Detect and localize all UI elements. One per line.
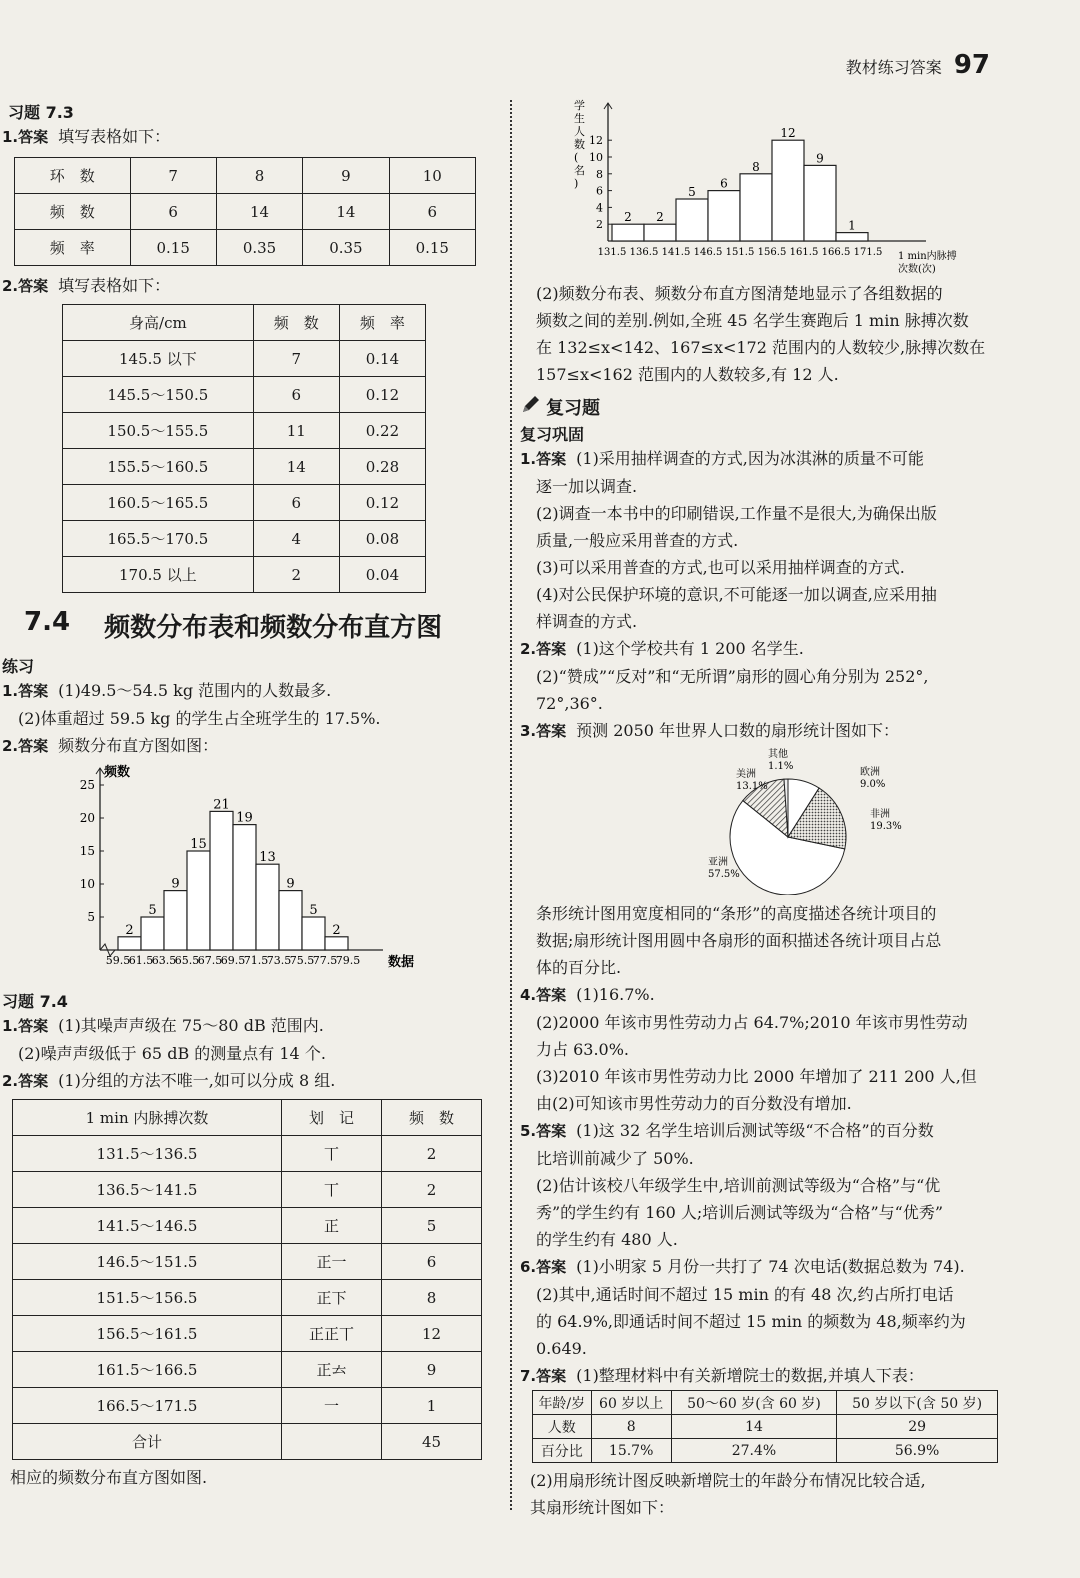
x-tick-label: 63.5: [151, 954, 177, 967]
table-cell: 11: [253, 413, 339, 449]
slice-value: 19.3%: [870, 821, 902, 832]
table-cell: 0.14: [339, 341, 425, 377]
answer-text: 质量,一般应采用普查的方式.: [536, 531, 739, 550]
answer-text: 力占 63.0%.: [536, 1040, 630, 1059]
y-tick-label: 8: [596, 167, 603, 181]
table-cell: 27.4%: [671, 1439, 836, 1463]
table-cell: 正正丅: [281, 1316, 381, 1352]
table-cell: 161.5～166.5: [13, 1352, 282, 1388]
practice-q2: 2.答案 频数分布直方图如图：: [2, 736, 219, 755]
data-label: 19: [236, 810, 253, 826]
table-cell: 正一: [281, 1244, 381, 1280]
answer-line: [536, 690, 1020, 717]
review-q4: [520, 981, 1020, 1117]
answer-label: 2.答案: [520, 640, 567, 658]
table-cell: 145.5～150.5: [63, 377, 254, 413]
y-axis-title-char: (: [574, 151, 579, 164]
table-cell: 丅: [281, 1172, 381, 1208]
table-cell: 人数: [533, 1415, 592, 1439]
data-label: 5: [688, 185, 696, 199]
data-label: 15: [190, 837, 207, 852]
ex74-heading: 习题 7.4: [2, 992, 68, 1011]
data-label: 2: [624, 210, 632, 225]
table-cell: 45: [381, 1424, 481, 1460]
table-row: [15, 158, 476, 194]
histogram-pulse: [570, 95, 1010, 275]
answer-line: [536, 581, 1020, 608]
answer-line: [536, 1281, 1020, 1308]
answer-text: (2)估计该校八年级学生中,培训前测试等级为“合格”与“优: [536, 1176, 941, 1195]
answer-line: (2)用扇形统计图反映新增院士的年龄分布情况比较合适,: [530, 1471, 926, 1490]
answer-line: [536, 527, 1020, 554]
bar: [118, 937, 141, 950]
practice-heading: 练习: [2, 657, 35, 676]
bar: [804, 165, 836, 241]
bar: [187, 851, 210, 950]
answer-line: [536, 1226, 1020, 1253]
bar: [302, 917, 325, 950]
data-label: 9: [171, 876, 180, 892]
table-cell: 136.5～141.5: [13, 1172, 282, 1208]
right-p2: 频数之间的差别.例如,全班 45 名学生赛跑后 1 min 脉搏次数: [536, 311, 969, 330]
table-cell: 151.5～156.5: [13, 1280, 282, 1316]
table-cell: 年龄/岁: [533, 1391, 592, 1415]
table-cell: 8: [381, 1280, 481, 1316]
answer-line: [520, 1253, 1020, 1281]
table-total-row: [13, 1424, 482, 1460]
table-cell: 5: [381, 1208, 481, 1244]
pencil-icon: [520, 395, 542, 420]
table-cell: 正𠫓: [281, 1352, 381, 1388]
data-label: 6: [720, 176, 728, 191]
answer-text: (1)小明家 5 月份一共打了 74 次电话(数据总数为 74).: [576, 1257, 965, 1276]
left-column: [0, 95, 495, 1491]
bar: [772, 140, 804, 241]
bar: [325, 937, 348, 950]
table-cell: 6: [253, 377, 339, 413]
table-cell: 0.35: [216, 230, 302, 266]
table-cell: 7: [253, 341, 339, 377]
table-cell: 环 数: [15, 158, 131, 194]
y-axis-title-char: 名: [574, 164, 585, 177]
pie-population: [670, 745, 970, 895]
answer-text: 样调查的方式.: [536, 612, 638, 631]
table-cell: 0.08: [339, 521, 425, 557]
table-cell: 14: [216, 194, 302, 230]
table-row: [63, 377, 426, 413]
table-cell: 146.5～151.5: [13, 1244, 282, 1280]
table-row: [63, 485, 426, 521]
answer-line: [536, 663, 1020, 690]
review-sub: 复习巩固: [520, 425, 585, 444]
y-axis-title-char: ): [574, 177, 579, 190]
x-tick-label: 166.5: [821, 247, 851, 258]
answer-text: (1)这个学校共有 1 200 名学生.: [576, 639, 804, 658]
ex73-q1: 1.答案 填写表格如下：: [2, 127, 171, 146]
table-row: [63, 413, 426, 449]
table-cell: 2: [381, 1172, 481, 1208]
ex74-q2: 2.答案 (1)分组的方法不唯一,如可以分成 8 组.: [2, 1071, 336, 1090]
answer-line: [536, 1308, 1020, 1335]
table-cell: 141.5～146.5: [13, 1208, 282, 1244]
table-cell: 60 岁以上: [591, 1391, 671, 1415]
table-row: [63, 521, 426, 557]
y-tick-label: 4: [596, 201, 603, 215]
review-q2: [520, 635, 1020, 717]
slice-value: 13.1%: [736, 781, 768, 792]
table-cell: 正: [281, 1208, 381, 1244]
answer-text: (3)可以采用普查的方式,也可以采用抽样调查的方式.: [536, 558, 905, 577]
table-cell: 8: [591, 1415, 671, 1439]
table-cell: 2: [253, 557, 339, 593]
table-cell: 划 记: [281, 1100, 381, 1136]
data-label: 5: [148, 903, 157, 918]
bar: [141, 917, 164, 950]
slice-name: 亚洲: [708, 857, 728, 868]
y-axis-title: 频数: [104, 765, 131, 780]
table-cell: 合计: [13, 1424, 282, 1460]
x-tick-label: 73.5: [266, 954, 292, 967]
page-number: 97: [953, 50, 990, 80]
x-tick-label: 151.5: [725, 247, 755, 258]
table-cell: 0.12: [339, 485, 425, 521]
y-tick-label: 2: [596, 218, 603, 232]
answer-text: 比培训前减少了 50%.: [536, 1149, 694, 1168]
table-cell: 0.15: [130, 230, 216, 266]
table-cell: 丅: [281, 1136, 381, 1172]
answer-text: (1)这 32 名学生培训后测试等级“不合格”的百分数: [576, 1121, 934, 1140]
answer-text: 的 64.9%,即通话时间不超过 15 min 的频数为 48,频率约为: [536, 1312, 966, 1331]
table-cell: 156.5～161.5: [13, 1316, 282, 1352]
review-q5: [520, 1117, 1020, 1253]
table-cell: 50 岁以下(含 50 岁): [837, 1391, 998, 1415]
answer-line: [520, 1117, 1020, 1145]
right-p1: (2)频数分布表、频数分布直方图清楚地显示了各组数据的: [536, 284, 943, 303]
data-label: 5: [309, 903, 318, 918]
bar: [233, 825, 256, 950]
answer-text: (3)2010 年该市男性劳动力比 2000 年增加了 211 200 人,但: [536, 1067, 977, 1086]
x-tick-label: 79.5: [335, 954, 361, 967]
table-cell: 170.5 以上: [63, 557, 254, 593]
ex73-heading: 习题 7.3: [8, 103, 74, 122]
slice-name: 非洲: [870, 809, 890, 820]
table-cell: [281, 1424, 381, 1460]
bar: [279, 891, 302, 950]
answer-line: [536, 473, 1020, 500]
table-cell: 0.15: [389, 230, 475, 266]
table-cell: 14: [303, 194, 389, 230]
practice-q1: 1.答案 (1)49.5～54.5 kg 范围内的人数最多.: [2, 681, 332, 700]
x-tick-label: 71.5: [243, 954, 269, 967]
table-cell: 165.5～170.5: [63, 521, 254, 557]
y-tick-label: 15: [79, 844, 95, 858]
answer-text: (1)16.7%.: [576, 985, 655, 1004]
table-cell: 12: [381, 1316, 481, 1352]
answer-line: 数据;扇形统计图用圆中各扇形的面积描述各统计项目占总: [536, 931, 942, 950]
table-row: [13, 1136, 482, 1172]
bar: [256, 864, 279, 950]
ex73-table2: [62, 304, 426, 593]
data-label: 2: [656, 210, 664, 225]
bar: [740, 174, 772, 241]
y-axis-title-char: 人: [574, 125, 585, 138]
table-header-row: [13, 1100, 482, 1136]
answer-line: [536, 1172, 1020, 1199]
table-cell: 频 数: [15, 194, 131, 230]
ex74-q1: 1.答案 (1)其噪声声级在 75～80 dB 范围内.: [2, 1016, 324, 1035]
table-cell: 正下: [281, 1280, 381, 1316]
x-tick-label: 156.5: [757, 247, 787, 258]
table-cell: 频 率: [15, 230, 131, 266]
table-header-row: [63, 305, 426, 341]
table-cell: 150.5～155.5: [63, 413, 254, 449]
x-tick-label: 75.5: [289, 954, 315, 967]
y-tick-label: 25: [79, 778, 95, 792]
pulse-table: [12, 1099, 482, 1460]
practice-q1-line2: (2)体重超过 59.5 kg 的学生占全班学生的 17.5%.: [18, 709, 381, 728]
x-tick-label: 61.5: [128, 954, 154, 967]
table-cell: 29: [837, 1415, 998, 1439]
answer-line: 条形统计图用宽度相同的“条形”的高度描述各统计项目的: [536, 904, 937, 923]
answer-text: (1)采用抽样调查的方式,因为冰淇淋的质量不可能: [576, 449, 924, 468]
data-label: 8: [752, 159, 760, 174]
table-cell: 0.12: [339, 377, 425, 413]
table-cell: 7: [130, 158, 216, 194]
table-header-row: [533, 1391, 998, 1415]
slice-name: 其他: [768, 749, 788, 760]
table-cell: 0.04: [339, 557, 425, 593]
answer-text: (2)调查一本书中的印刷错误,工作量不是很大,为确保出版: [536, 504, 937, 523]
answer-label: 1.答案: [520, 450, 567, 468]
table-row: [13, 1208, 482, 1244]
table-cell: 6: [253, 485, 339, 521]
x-tick-label: 69.5: [220, 954, 246, 967]
answer-text: (2)其中,通话时间不超过 15 min 的有 48 次,约占所打电话: [536, 1285, 954, 1304]
table-cell: 14: [671, 1415, 836, 1439]
x-axis-title: 次数(次): [898, 264, 936, 275]
page-header: [846, 50, 990, 80]
y-axis-title-char: 数: [574, 138, 585, 151]
answer-line: [536, 608, 1020, 635]
y-tick-label: 10: [79, 877, 95, 891]
table-cell: 4: [253, 521, 339, 557]
answer-text: 秀”的学生约有 160 人;培训后测试等级为“合格”与“优秀”: [536, 1203, 944, 1222]
answer-label: 4.答案: [520, 986, 567, 1004]
answer-line: [520, 635, 1020, 663]
table-row: [13, 1316, 482, 1352]
answer-line: [536, 1199, 1020, 1226]
bar: [676, 199, 708, 241]
answer-line: [536, 1036, 1020, 1063]
histogram-weight: [70, 760, 510, 982]
table-cell: 160.5～165.5: [63, 485, 254, 521]
review-q3: 3.答案 预测 2050 年世界人口数的扇形统计图如下：: [520, 721, 900, 740]
bar: [164, 891, 187, 950]
review-q1: [520, 445, 1020, 635]
bar: [210, 811, 233, 950]
y-tick-label: 20: [79, 811, 95, 825]
table-cell: 56.9%: [837, 1439, 998, 1463]
right-p4: 157≤x<162 范围内的人数较多,有 12 人.: [536, 365, 839, 384]
x-tick-label: 146.5: [693, 247, 723, 258]
table-cell: 1 min 内脉搏次数: [13, 1100, 282, 1136]
academician-table: [532, 1390, 998, 1463]
bar: [644, 224, 676, 241]
table-cell: 0.22: [339, 413, 425, 449]
table-row: [13, 1280, 482, 1316]
answer-line: [536, 1335, 1020, 1362]
x-axis-title: 1 min内脉搏: [898, 251, 957, 262]
answer-text: 由(2)可知该市男性劳动力的百分数没有增加.: [536, 1094, 852, 1113]
table-cell: 频 数: [381, 1100, 481, 1136]
y-tick-label: 10: [589, 151, 603, 164]
table-cell: 频 数: [253, 305, 339, 341]
answer-text: (4)对公民保护环境的意识,不可能逐一加以调查,应采用抽: [536, 585, 937, 604]
slice-name: 美洲: [736, 769, 756, 780]
bar: [612, 224, 644, 241]
table-cell: 15.7%: [591, 1439, 671, 1463]
answer-line: [536, 500, 1020, 527]
slice-name: 欧洲: [860, 767, 880, 778]
bar: [708, 191, 740, 241]
answer-line: [520, 445, 1020, 473]
table-cell: 8: [216, 158, 302, 194]
data-label: 21: [213, 797, 230, 813]
data-label: 9: [286, 876, 295, 892]
x-tick-label: 65.5: [174, 954, 200, 967]
table-cell: 131.5～136.5: [13, 1136, 282, 1172]
answer-text: 72°,36°.: [536, 694, 603, 713]
answer-text: (2)2000 年该市男性劳动力占 64.7%;2010 年该市男性劳动: [536, 1013, 968, 1032]
data-label: 13: [259, 850, 276, 866]
answer-line: [536, 1145, 1020, 1172]
table-row: [533, 1415, 998, 1439]
table-cell: 50～60 岁(含 60 岁): [671, 1391, 836, 1415]
y-tick-label: 12: [589, 134, 603, 148]
table-row: [63, 557, 426, 593]
answer-line: [536, 1063, 1020, 1090]
x-tick-label: 171.5: [853, 247, 883, 258]
header-title: 教材练习答案: [845, 58, 942, 77]
table-row: [13, 1172, 482, 1208]
column-divider: [510, 100, 512, 1510]
ex73-table1: [14, 157, 476, 266]
answer-line: [536, 1090, 1020, 1117]
answer-text: (2)“赞成”“反对”和“无所谓”扇形的圆心角分别为 252°,: [536, 667, 929, 686]
review-q7: 7.答案 (1)整理材料中有关新增院士的数据,并填人下表：: [520, 1366, 924, 1385]
answer-label: 6.答案: [520, 1258, 567, 1276]
table-cell: 166.5～171.5: [13, 1388, 282, 1424]
data-label: 2: [125, 922, 134, 938]
table-cell: 155.5～160.5: [63, 449, 254, 485]
answer-line: [536, 1009, 1020, 1036]
x-axis-title: 数据: [388, 955, 415, 970]
x-tick-label: 136.5: [629, 247, 659, 258]
table-row: [533, 1439, 998, 1463]
data-label: 12: [780, 126, 796, 141]
table-cell: 频 率: [339, 305, 425, 341]
table-row: [63, 341, 426, 377]
table-cell: 2: [381, 1136, 481, 1172]
table-cell: 6: [381, 1244, 481, 1280]
ex74-q1-line2: (2)噪声声级低于 65 dB 的测量点有 14 个.: [18, 1044, 326, 1063]
table-cell: 身高/cm: [63, 305, 254, 341]
table-cell: 一: [281, 1388, 381, 1424]
table-cell: 百分比: [533, 1439, 592, 1463]
table-row: [13, 1388, 482, 1424]
section-74-title: 7.4 频数分布表和频数分布直方图: [24, 607, 443, 643]
answer-text: 的学生约有 480 人.: [536, 1230, 678, 1249]
table-cell: 0.35: [303, 230, 389, 266]
table-cell: 145.5 以下: [63, 341, 254, 377]
table-cell: 9: [381, 1352, 481, 1388]
x-tick-label: 67.5: [197, 954, 223, 967]
data-label: 1: [848, 218, 856, 233]
ex74-after: 相应的频数分布直方图如图.: [10, 1468, 208, 1487]
table-cell: 6: [389, 194, 475, 230]
slice-value: 57.5%: [708, 869, 740, 880]
y-tick-label: 6: [596, 184, 603, 198]
data-label: 9: [816, 151, 824, 166]
answer-line: 体的百分比.: [536, 958, 622, 977]
answer-text: 0.649.: [536, 1339, 587, 1358]
table-row: [13, 1244, 482, 1280]
table-row: [15, 230, 476, 266]
y-tick-label: 5: [87, 910, 95, 924]
answer-line: 其扇形统计图如下：: [530, 1498, 675, 1517]
answer-line: [520, 981, 1020, 1009]
right-p3: 在 132≤x<142、167≤x<172 范围内的人数较少,脉搏次数在: [536, 338, 986, 357]
y-axis-title-char: 学: [574, 99, 585, 112]
y-axis-title-char: 生: [574, 112, 585, 125]
table-cell: 14: [253, 449, 339, 485]
table-cell: 10: [389, 158, 475, 194]
slice-value: 9.0%: [860, 779, 886, 790]
table-row: [13, 1352, 482, 1388]
bar: [836, 233, 868, 241]
review-title: 复习题: [520, 394, 1020, 420]
right-column: [520, 95, 1020, 1521]
table-cell: 6: [130, 194, 216, 230]
table-row: [63, 449, 426, 485]
data-label: 2: [332, 922, 341, 938]
slice-value: 1.1%: [768, 761, 794, 772]
review-q6: [520, 1253, 1020, 1362]
answer-line: [536, 554, 1020, 581]
answer-text: 逐一加以调查.: [536, 477, 638, 496]
table-cell: 9: [303, 158, 389, 194]
table-cell: 1: [381, 1388, 481, 1424]
table-cell: 0.28: [339, 449, 425, 485]
x-tick-label: 131.5: [597, 247, 627, 258]
x-tick-label: 77.5: [312, 954, 338, 967]
review-q7-after: [530, 1467, 1020, 1521]
x-tick-label: 141.5: [661, 247, 691, 258]
x-tick-label: 59.5: [105, 954, 131, 967]
review-q3-after: [536, 900, 1020, 981]
ex73-q2: 2.答案 填写表格如下：: [2, 276, 171, 295]
table-row: [15, 194, 476, 230]
x-tick-label: 161.5: [789, 247, 819, 258]
answer-label: 5.答案: [520, 1122, 567, 1140]
